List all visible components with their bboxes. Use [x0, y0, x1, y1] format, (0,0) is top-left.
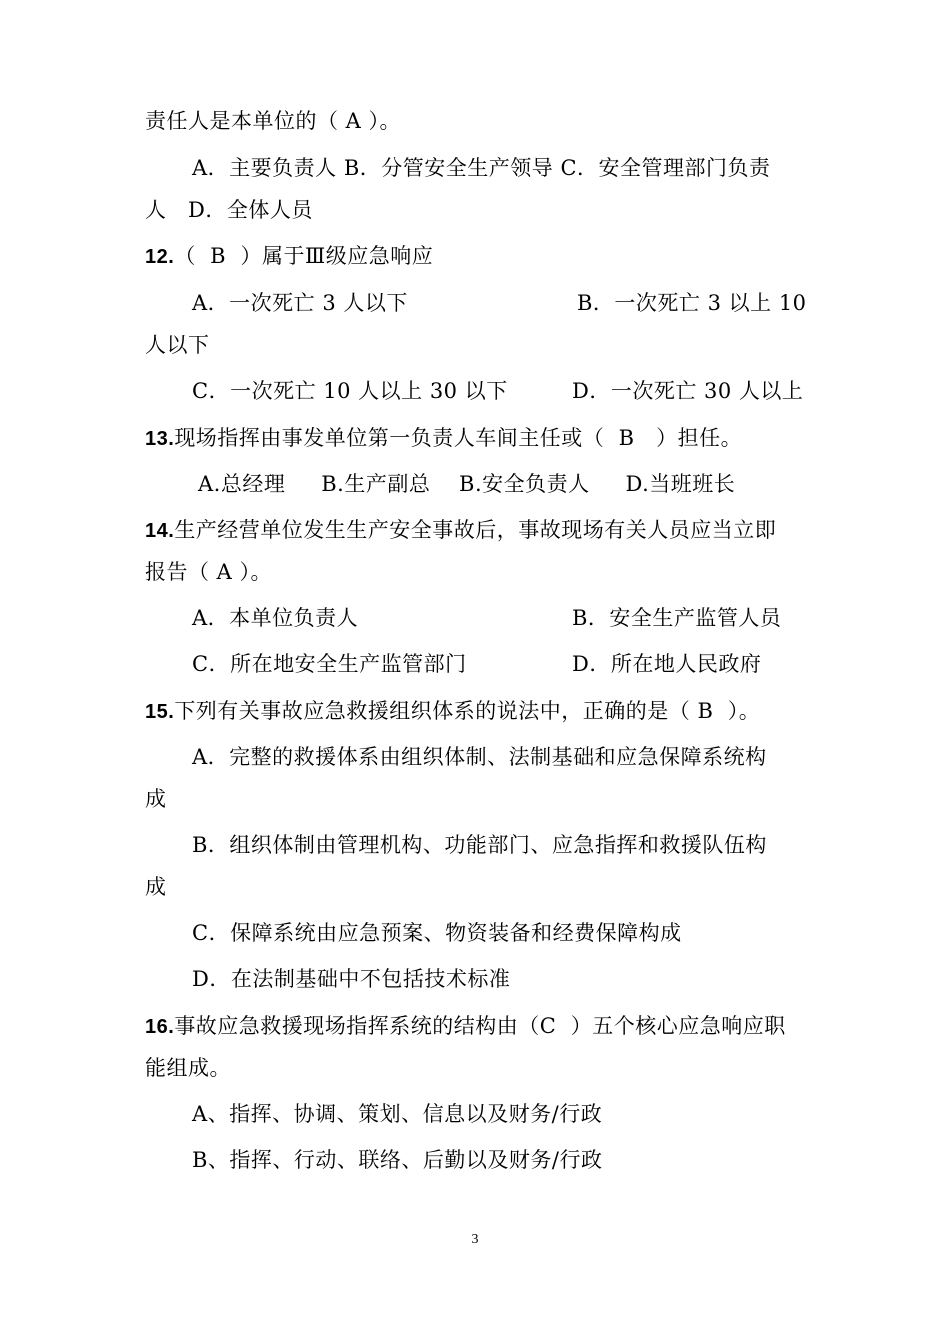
question-number: 14.	[145, 520, 175, 542]
option-c: C．所在地安全生产监管部门	[192, 652, 467, 676]
question-13	[145, 424, 742, 453]
option-b: B、指挥、行动、联络、后勤以及财务/行政	[192, 1148, 603, 1172]
option-b: B．一次死亡 3 以上 10	[577, 291, 807, 315]
option-c: C．一次死亡 10 人以上 30 以下	[192, 379, 508, 403]
question-text: 生产经营单位发生生产安全事故后，事故现场有关人员应当立即	[174, 518, 777, 542]
option-line: A．主要负责人 B．分管安全生产领导 C．安全管理部门负责	[192, 156, 771, 180]
question-number: 16.	[145, 1016, 175, 1038]
option-a: A．本单位负责人	[192, 606, 359, 630]
option-b-cont: 人以下	[145, 333, 210, 357]
question-text-cont: 报告（ A ）。	[145, 560, 273, 584]
options-line: A.总经理 B.生产副总 B.安全负责人 D.当班班长	[198, 472, 736, 496]
option-b: B．组织体制由管理机构、功能部门、应急指挥和救援队伍构	[192, 833, 767, 857]
option-d: D．在法制基础中不包括技术标准	[192, 967, 511, 991]
option-b: B．安全生产监管人员	[572, 606, 782, 630]
option-a: A．完整的救援体系由组织体制、法制基础和应急保障系统构	[192, 745, 767, 769]
question-15	[145, 697, 760, 726]
question-12	[145, 242, 433, 271]
question-16	[145, 1012, 786, 1041]
question-text-cont: 能组成。	[145, 1056, 231, 1080]
option-a-cont: 成	[145, 787, 167, 811]
question-text: （ B ）属于Ⅲ级应急响应	[174, 244, 434, 268]
question-number: 13.	[145, 428, 175, 450]
option-c: C．保障系统由应急预案、物资装备和经费保障构成	[192, 921, 682, 945]
question-text: 下列有关事故应急救援组织体系的说法中，正确的是（ B ）。	[174, 699, 761, 723]
option-b-cont: 成	[145, 875, 167, 899]
question-number: 15.	[145, 701, 175, 723]
question-text: 事故应急救援现场指挥系统的结构由（C ）五个核心应急响应职	[174, 1014, 786, 1038]
question-14	[145, 516, 776, 545]
option-a: A、指挥、协调、策划、信息以及财务/行政	[192, 1102, 603, 1126]
option-d: D．一次死亡 30 人以上	[572, 379, 804, 403]
question-text: 现场指挥由事发单位第一负责人车间主任或（ B ）担任。	[174, 426, 743, 450]
option-d: D．所在地人民政府	[572, 652, 762, 676]
page-number: 3	[471, 1232, 479, 1247]
option-line: 人 D．全体人员	[145, 198, 313, 222]
question-number: 12.	[145, 246, 175, 268]
option-a: A．一次死亡 3 人以下	[192, 291, 408, 315]
text-line: 责任人是本单位的（ A ）。	[145, 109, 402, 133]
